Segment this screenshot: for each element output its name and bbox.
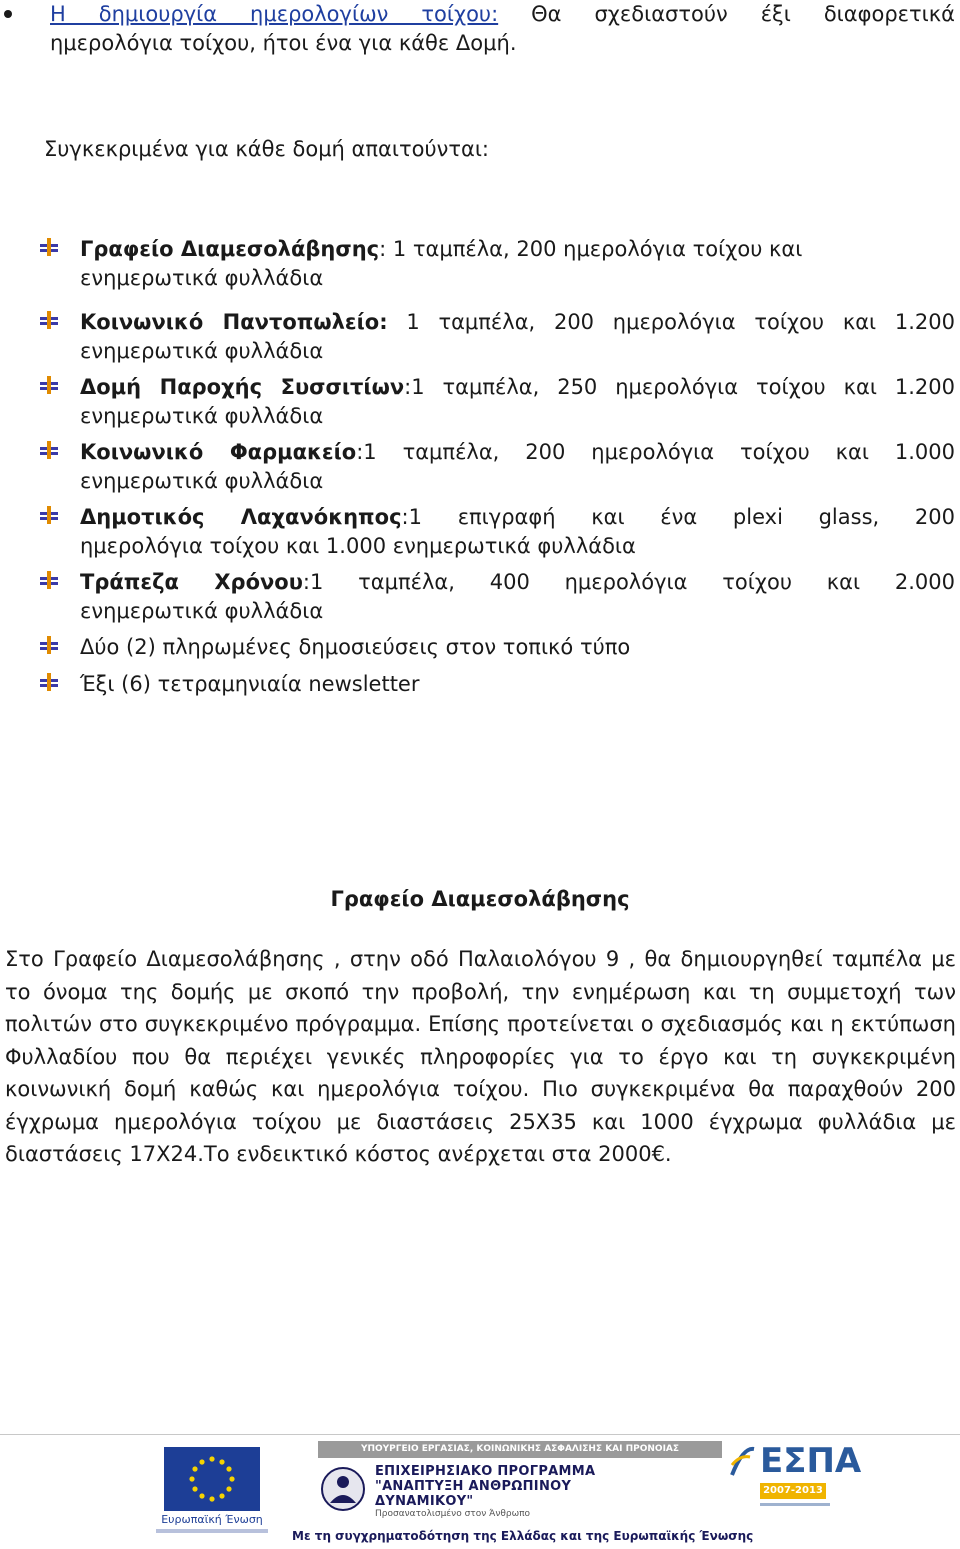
arrow-bullet-icon [40,673,58,691]
arrow-bullet-icon [40,311,58,329]
requirement-item: Δομή Παροχής Συσσιτίων:1 ταμπέλα, 250 ημερολόγια τοίχου και 1.200 ενημερωτικά φυλλάδια [80,373,955,431]
espa-word: ΕΣΠΑ [760,1441,862,1481]
calendars-bullet-line2: ημερολόγια τοίχου, ήτοι ένα για κάθε Δομή. [50,31,517,55]
program-title: ΕΠΙΧΕΙΡΗΣΙΑΚΟ ΠΡΟΓΡΑΜΜΑ "ΑΝΑΠΤΥΞΗ ΑΝΘΡΩΠΙΝΟΥ ΔΥΝΑΜΙΚΟΥ" Προσανατολισμένο στον Άνθρωπο [375,1464,596,1519]
espa-years: 2007-2013 [760,1483,826,1499]
funding-statement: Με τη συγχρηματοδότηση της Ελλάδας και της Ευρωπαϊκής Ένωσης [292,1529,754,1543]
program-emblem-icon [318,1465,368,1513]
requirements-intro: Συγκεκριμένα για κάθε δομή απαιτούνται: [44,137,490,161]
arrow-bullet-icon [40,506,58,524]
eu-caption-subline [156,1529,268,1533]
espa-subline [760,1503,830,1506]
eu-caption: Ευρωπαϊκή Ένωση [161,1513,263,1526]
eu-logo [152,1447,270,1545]
requirement-item: Γραφείο Διαμεσολάβησης: 1 ταμπέλα, 200 ημερολόγια τοίχου και ενημερωτικά φυλλάδια [80,235,955,293]
arrow-bullet-icon [40,441,58,459]
section-paragraph: Στο Γραφείο Διαμεσολάβησης , στην οδό Παλαιολόγου 9 , θα δημιουργηθεί ταμπέλα με το όνομα της δομής με σκοπό την προβολή, την ενημέρωση και τη συμμετοχή των πολιτών στο συγκεκριμένο πρόγραμμα. Επίσης προτείνεται ο σχεδιασμός και η εκτύπωση Φυλλαδίου που θα περιέχει γενικές πληροφορίες για το έργο και τη συγκεκριμένη κοινωνική δομή καθώς και ημερολόγια τοίχου. Πιο συγκεκριμένα θα παραχθούν 200 έγχρωμα ημερολόγια τοίχου με διαστάσεις 25Χ35 και 1000 έγχρωμα φυλλάδια με διαστάσεις 17Χ24.Το ενδεικτικό κόστος ανέρχεται στα 2000€. [5,947,956,1166]
footer-divider [0,1434,960,1435]
requirement-item: Κοινωνικό Παντοπωλείο: 1 ταμπέλα, 200 ημερολόγια τοίχου και 1.200 ενημερωτικά φυλλάδια [80,308,955,366]
espa-logo [730,1441,862,1521]
arrow-bullet-icon [40,238,58,256]
calendars-link[interactable]: Η δημιουργία ημερολογίων τοίχου: [50,2,499,26]
arrow-bullet-icon [40,571,58,589]
requirement-item: Τράπεζα Χρόνου:1 ταμπέλα, 400 ημερολόγια τοίχου και 2.000 ενημερωτικά φυλλάδια [80,568,955,626]
eu-flag-icon [164,1447,260,1511]
requirement-item: Έξι (6) τετραμηνιαία newsletter [80,670,955,699]
bullet-dot-icon [4,10,12,18]
calendars-bullet-line1: Η δημιουργία ημερολογίων τοίχου: Θα σχεδιαστούν έξι διαφορετικά [50,2,955,26]
arrow-bullet-icon [40,376,58,394]
section-heading: Γραφείο Διαμεσολάβησης [330,887,630,911]
calendars-bullet [50,0,955,58]
requirement-item: Δημοτικός Λαχανόκηπος:1 επιγραφή και ένα plexi glass, 200 ημερολόγια τοίχου και 1.000 ενημερωτικά φυλλάδια [80,503,955,561]
ministry-banner: ΥΠΟΥΡΓΕΙΟ ΕΡΓΑΣΙΑΣ, ΚΟΙΝΩΝΙΚΗΣ ΑΣΦΑΛΙΣΗΣ ΚΑΙ ΠΡΟΝΟΙΑΣ [318,1441,722,1458]
requirement-item: Δύο (2) πληρωμένες δημοσιεύσεις στον τοπικό τύπο [80,633,955,662]
requirement-item: Κοινωνικό Φαρμακείο:1 ταμπέλα, 200 ημερολόγια τοίχου και 1.000 ενημερωτικά φυλλάδια [80,438,955,496]
arrow-bullet-icon [40,636,58,654]
espa-wave-icon [730,1445,756,1479]
